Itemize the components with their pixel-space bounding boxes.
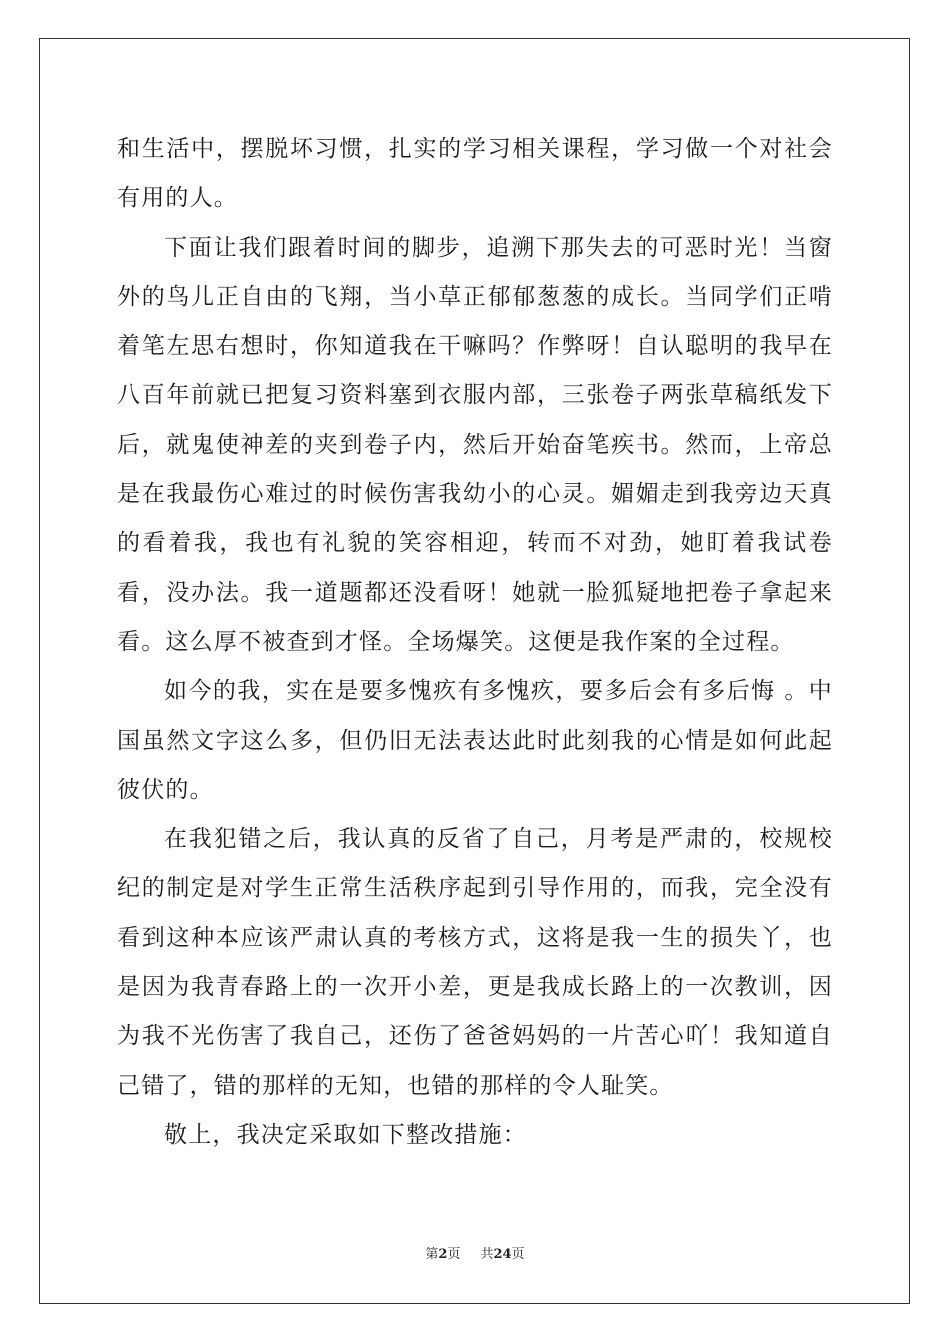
page-footer bbox=[0, 1246, 950, 1264]
current-page-number: 2 bbox=[438, 1247, 448, 1262]
total-suffix: 页 bbox=[511, 1247, 525, 1262]
paragraph-1: 和生活中，摆脱坏习惯，扎实的学习相关课程，学习做一个对社会有用的人。 bbox=[117, 136, 833, 212]
total-page-count: 24 bbox=[493, 1247, 512, 1262]
document-body bbox=[117, 125, 833, 1160]
paragraph-4: 在我犯错之后，我认真的反省了自己，月考是严肃的，校规校纪的制定是对学生正常生活秩序起到引导作用的，而我，完全没有看到这种本应该严肃认真的考核方式，这将是我一生的损失丫，也是因为我青春路上的一次开小差，更是我成长路上的一次教训，因为我不光伤害了我自己，还伤了爸爸妈妈的一片苦心吖！我知道自己错了，错的那样的无知，也错的那样的令人耻笑。 bbox=[117, 826, 833, 1099]
page-prefix: 第 bbox=[425, 1247, 439, 1262]
paragraph-2: 下面让我们跟着时间的脚步，追溯下那失去的可恶时光！当窗外的鸟儿正自由的飞翔，当小草正郁郁葱葱的成长。当同学们正啃着笔左思右想时，你知道我在干嘛吗？作弊呀！自认聪明的我早在八百年前就已把复习资料塞到衣服内部，三张卷子两张草稿纸发下后，就鬼使神差的夹到卷子内，然后开始奋笔疾书。然而，上帝总是在我最伤心难过的时候伤害我幼小的心灵。媚媚走到我旁边天真的看着我，我也有礼貌的笑容相迎，转而不对劲，她盯着我试卷看，没办法。我一道题都还没看呀！她就一脸狐疑地把卷子拿起来看。这么厚不被查到才怪。全场爆笑。这便是我作案的全过程。 bbox=[117, 234, 833, 655]
paragraph-3: 如今的我，实在是要多愧疚有多愧疚，要多后会有多后悔 。中国虽然文字这么多，但仍旧无法表达此时此刻我的心情是如何此起彼伏的。 bbox=[117, 678, 833, 803]
total-pages bbox=[480, 1247, 524, 1262]
total-prefix: 共 bbox=[480, 1247, 494, 1262]
page-suffix: 页 bbox=[447, 1247, 461, 1262]
page-number bbox=[425, 1247, 460, 1262]
paragraph-5: 敬上，我决定采取如下整改措施： bbox=[164, 1121, 527, 1148]
